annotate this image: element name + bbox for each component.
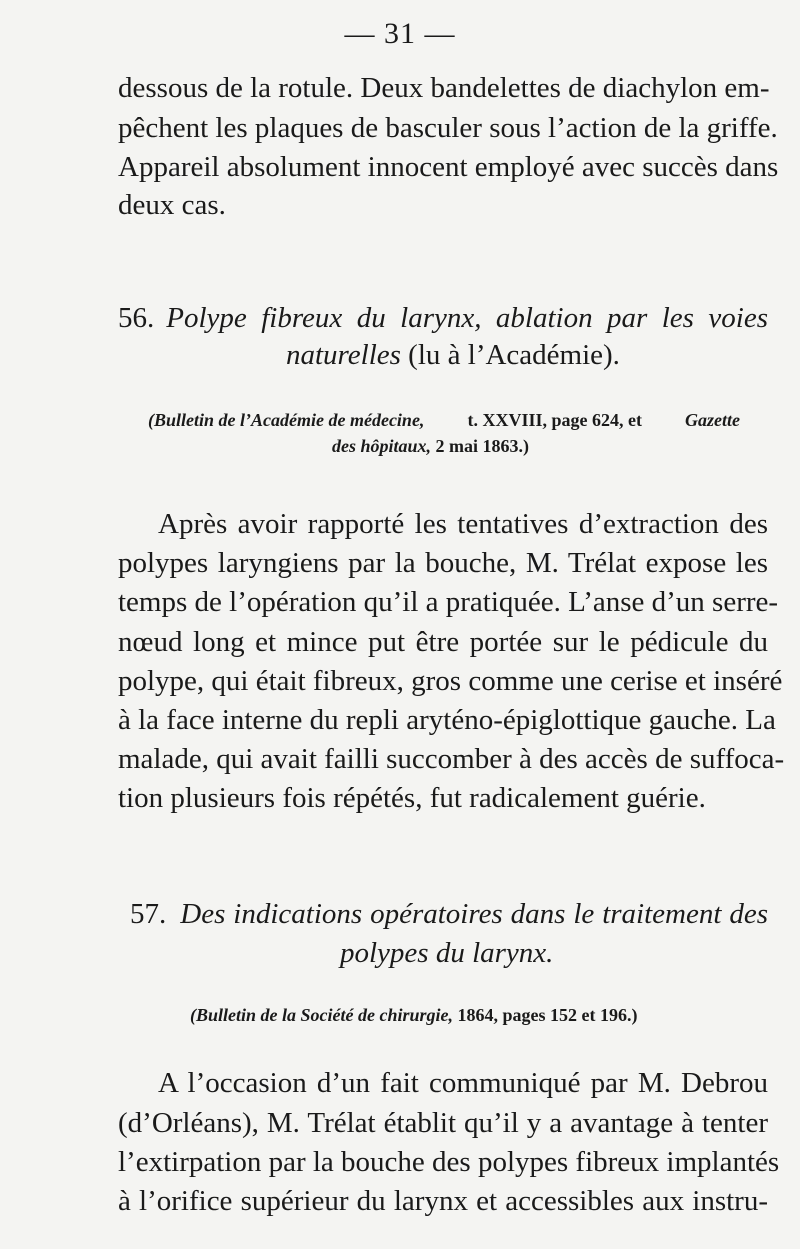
entry-56-title-cont bbox=[286, 337, 620, 373]
reference-journal-cont: des hôpitaux, bbox=[332, 436, 432, 456]
text-line: A l’occasion d’un fait communiqué par M. Debrou bbox=[158, 1067, 768, 1099]
entry-57-reference bbox=[190, 1003, 637, 1027]
text-line: pêchent les plaques de basculer sous l’action de la griffe. bbox=[118, 112, 778, 144]
entry-57-title bbox=[130, 896, 768, 932]
text-line: deux cas. bbox=[118, 189, 226, 221]
entry-number: 57. bbox=[130, 898, 167, 930]
reference-details: t. XXVIII, page 624, et bbox=[467, 410, 642, 430]
entry-56-reference-cont bbox=[332, 434, 529, 458]
text-line: l’extirpation par la bouche des polypes fibreux implantés bbox=[118, 1146, 780, 1178]
entry-56-reference bbox=[148, 408, 740, 432]
text-line: temps de l’opération qu’il a pratiquée. L’anse d’un serre- bbox=[118, 586, 779, 618]
entry-title-text: Des indications opératoires dans le traitement des bbox=[180, 898, 768, 930]
entry-title-rest: (lu à l’Académie). bbox=[408, 339, 620, 371]
text-line: Après avoir rapporté les tentatives d’extraction des bbox=[158, 508, 768, 540]
reference-journal: (Bulletin de la Société de chirurgie, bbox=[190, 1005, 453, 1025]
text-line: (d’Orléans), M. Trélat établit qu’il y a avantage à tenter bbox=[118, 1107, 768, 1139]
entry-title-italic: naturelles bbox=[286, 339, 401, 371]
text-line: à la face interne du repli aryténo-épiglottique gauche. La bbox=[118, 704, 776, 736]
text-line: dessous de la rotule. Deux bandelettes de diachylon em- bbox=[118, 72, 770, 104]
page-number: — 31 — bbox=[344, 17, 456, 50]
entry-number: 56. bbox=[118, 302, 155, 334]
entry-title-text: Polype fibreux du larynx, ablation par les voies bbox=[166, 302, 768, 334]
reference-journal: (Bulletin de l’Académie de médecine, bbox=[148, 410, 425, 430]
text-line: malade, qui avait failli succomber à des accès de suffoca- bbox=[118, 743, 785, 775]
reference-date: 2 mai 1863.) bbox=[435, 436, 530, 456]
text-line: polypes laryngiens par la bouche, M. Trélat expose les bbox=[118, 547, 768, 579]
text-line: tion plusieurs fois répétés, fut radicalement guérie. bbox=[118, 782, 706, 814]
entry-57-title-cont: polypes du larynx. bbox=[340, 937, 554, 969]
reference-journal-2: Gazette bbox=[685, 410, 740, 430]
text-line: Appareil absolument innocent employé avec succès dans bbox=[118, 151, 779, 183]
text-line: polype, qui était fibreux, gros comme une cerise et inséré bbox=[118, 665, 783, 697]
text-line: nœud long et mince put être portée sur le pédicule du bbox=[118, 626, 768, 658]
reference-details: 1864, pages 152 et 196.) bbox=[457, 1005, 638, 1025]
entry-56-title bbox=[118, 300, 768, 336]
text-line: à l’orifice supérieur du larynx et accessibles aux instru- bbox=[118, 1185, 768, 1217]
